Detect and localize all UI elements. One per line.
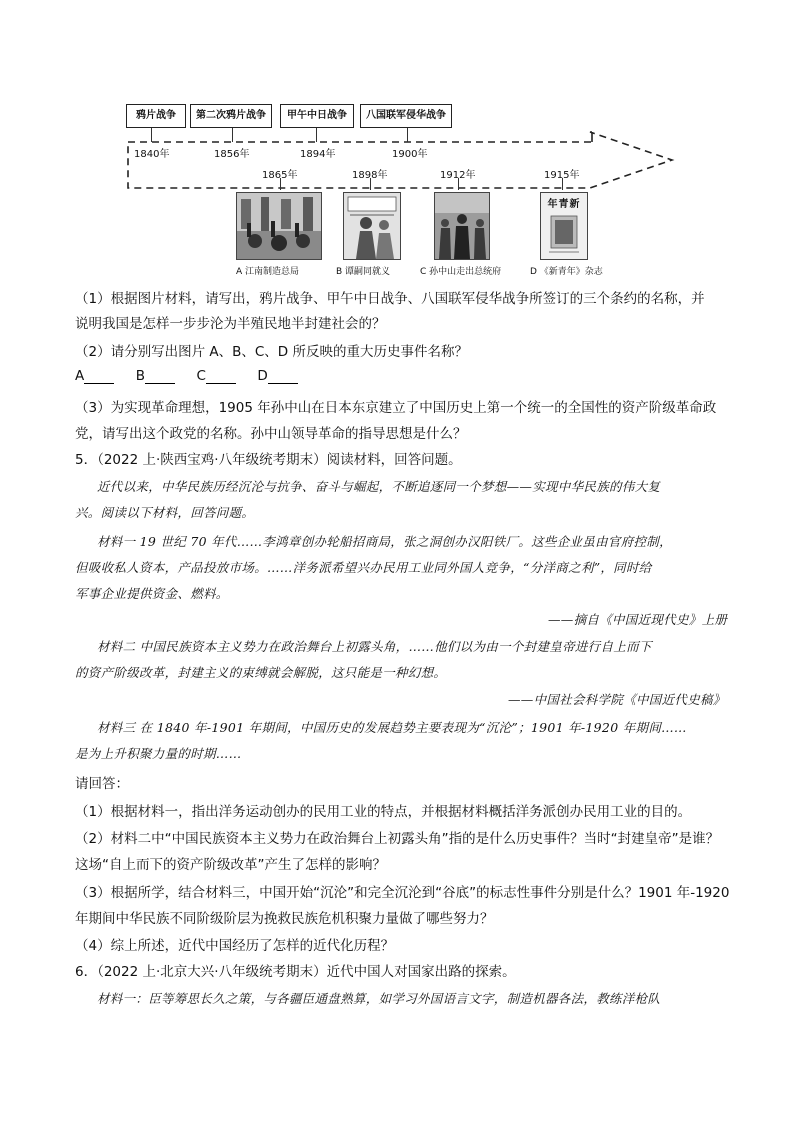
q4-sub1-line2: 说明我国是怎样一步步沦为半殖民地半封建社会的？ bbox=[75, 316, 386, 332]
q5-sub1: （1）根据材料一，指出洋务运动创办的民用工业的特点，并根据材料概括洋务派创办民用工业的目的。 bbox=[75, 804, 692, 820]
q5-material3-line1: 材料三 在 1840 年-1901 年期间，中国历史的发展趋势主要表现为“沉沦”；1901 年-1920 年期间…… bbox=[97, 720, 687, 735]
q4-sub2: （2）请分别写出图片 A、B、C、D 所反映的重大历史事件名称？ bbox=[75, 344, 468, 360]
event-box-2: 第二次鸦片战争 bbox=[190, 104, 272, 128]
q4-sub3-line1: （3）为实现革命理想，1905 年孙中山在日本东京建立了中国历史上第一个统一的全国性的资产阶级革命政 bbox=[75, 400, 717, 416]
blank-c[interactable] bbox=[206, 369, 236, 384]
q5-sub3-line1: （3）根据所学，结合材料三，中国开始“沉沦”和完全沉沦到“谷底”的标志性事件分别是什么？1901 年-1920 bbox=[75, 885, 730, 901]
caption-d: D 《新青年》杂志 bbox=[530, 267, 603, 277]
year-1856: 1856年 bbox=[214, 149, 250, 160]
q5-intro-line2: 兴。阅读以下材料，回答问题。 bbox=[75, 505, 255, 520]
year-1894: 1894年 bbox=[300, 149, 336, 160]
caption-c: C 孙中山走出总统府 bbox=[420, 267, 502, 277]
event-box-4: 八国联军侵华战争 bbox=[360, 104, 452, 128]
photo-d-new-youth-magazine bbox=[540, 192, 588, 260]
q5-material3-line2: 是为上升积聚力量的时期…… bbox=[75, 746, 242, 761]
year-1865: 1865年 bbox=[262, 170, 298, 181]
q5-material1-line1: 材料一 19 世纪 70 年代……李鸿章创办轮船招商局，张之洞创办汉阳铁厂。这些企业虽由官府控制， bbox=[97, 534, 672, 549]
q5-ask-label: 请回答： bbox=[75, 776, 129, 792]
blank-label-d: D bbox=[257, 368, 268, 384]
magazine-title: 年青新 bbox=[547, 199, 581, 210]
blank-label-c: C bbox=[196, 368, 206, 384]
tick-1915 bbox=[562, 178, 563, 190]
tick-1856 bbox=[232, 128, 233, 142]
q5-intro-line1: 近代以来，中华民族历经沉沦与抗争、奋斗与崛起，不断追逐同一个梦想——实现中华民族的伟大复 bbox=[97, 479, 661, 494]
q6-heading: 6．（2022 上·北京大兴·八年级统考期末）近代中国人对国家出路的探索。 bbox=[75, 964, 516, 980]
timeline-arrow bbox=[120, 126, 680, 198]
q4-sub1-line1: （1）根据图片材料，请写出，鸦片战争、甲午中日战争、八国联军侵华战争所签订的三个条约的名称，并 bbox=[75, 291, 705, 307]
tick-1912 bbox=[458, 178, 459, 190]
year-1840: 1840年 bbox=[134, 149, 170, 160]
q5-heading: 5．（2022 上·陕西宝鸡·八年级统考期末）阅读材料，回答问题。 bbox=[75, 452, 462, 468]
tick-1865 bbox=[280, 178, 281, 190]
q5-material2-line1: 材料二 中国民族资本主义势力在政治舞台上初露头角，……他们以为由一个封建皇帝进行自上而下 bbox=[97, 639, 652, 654]
photo-a-jiangnan-arsenal bbox=[236, 192, 322, 260]
tick-1894 bbox=[316, 128, 317, 142]
tick-1840 bbox=[151, 128, 152, 142]
q5-sub4: （4）综上所述，近代中国经历了怎样的近代化历程？ bbox=[75, 938, 395, 954]
q5-material2-line2: 的资产阶级改革，封建主义的束缚就会解脱，这只能是一种幻想。 bbox=[75, 665, 447, 680]
photo-b-tan-sitong bbox=[343, 192, 401, 260]
q5-material2-source: ——中国社会科学院《中国近代史稿》 bbox=[508, 692, 726, 707]
q4-sub3-line2: 党，请写出这个政党的名称。孙中山领导革命的指导思想是什么？ bbox=[75, 426, 467, 442]
event-box-1: 鸦片战争 bbox=[126, 104, 186, 128]
blank-label-a: A bbox=[75, 368, 85, 384]
blank-d[interactable] bbox=[268, 369, 298, 384]
year-1912: 1912年 bbox=[440, 170, 476, 181]
tick-1900 bbox=[407, 128, 408, 142]
q5-material1-line3: 军事企业提供资金、燃料。 bbox=[75, 586, 229, 601]
q5-material1-source: ——摘自《中国近现代史》上册 bbox=[548, 612, 728, 627]
q6-material1-line1: 材料一：臣等筹思长久之策，与各疆臣通盘熟算，如学习外国语言文字，制造机器各法，教练洋枪队 bbox=[97, 991, 661, 1006]
q4-blanks-row bbox=[75, 368, 298, 384]
q5-sub3-line2: 年期间中华民族不同阶级阶层为挽救民族危机积聚力量做了哪些努力？ bbox=[75, 911, 494, 927]
blank-b[interactable] bbox=[145, 369, 175, 384]
q5-sub2-line2: 这场“自上而下的资产阶级改革”产生了怎样的影响？ bbox=[75, 857, 386, 873]
year-1898: 1898年 bbox=[352, 170, 388, 181]
caption-a: A 江南制造总局 bbox=[236, 267, 300, 277]
blank-a[interactable] bbox=[84, 369, 114, 384]
tick-1898 bbox=[370, 178, 371, 190]
caption-b: B 谭嗣同就义 bbox=[336, 267, 391, 277]
blank-label-b: B bbox=[135, 368, 145, 384]
year-1915: 1915年 bbox=[544, 170, 580, 181]
photo-c-sun-yatsen bbox=[434, 192, 490, 260]
year-1900: 1900年 bbox=[392, 149, 428, 160]
q5-material1-line2: 但吸收私人资本，产品投放市场。……洋务派希望兴办民用工业同外国人竞争，“分洋商之利”，同时给 bbox=[75, 560, 652, 575]
event-box-3: 甲午中日战争 bbox=[280, 104, 354, 128]
q5-sub2-line1: （2）材料二中“中国民族资本主义势力在政治舞台上初露头角”指的是什么历史事件？当时“封建皇帝”是谁？ bbox=[75, 831, 720, 847]
